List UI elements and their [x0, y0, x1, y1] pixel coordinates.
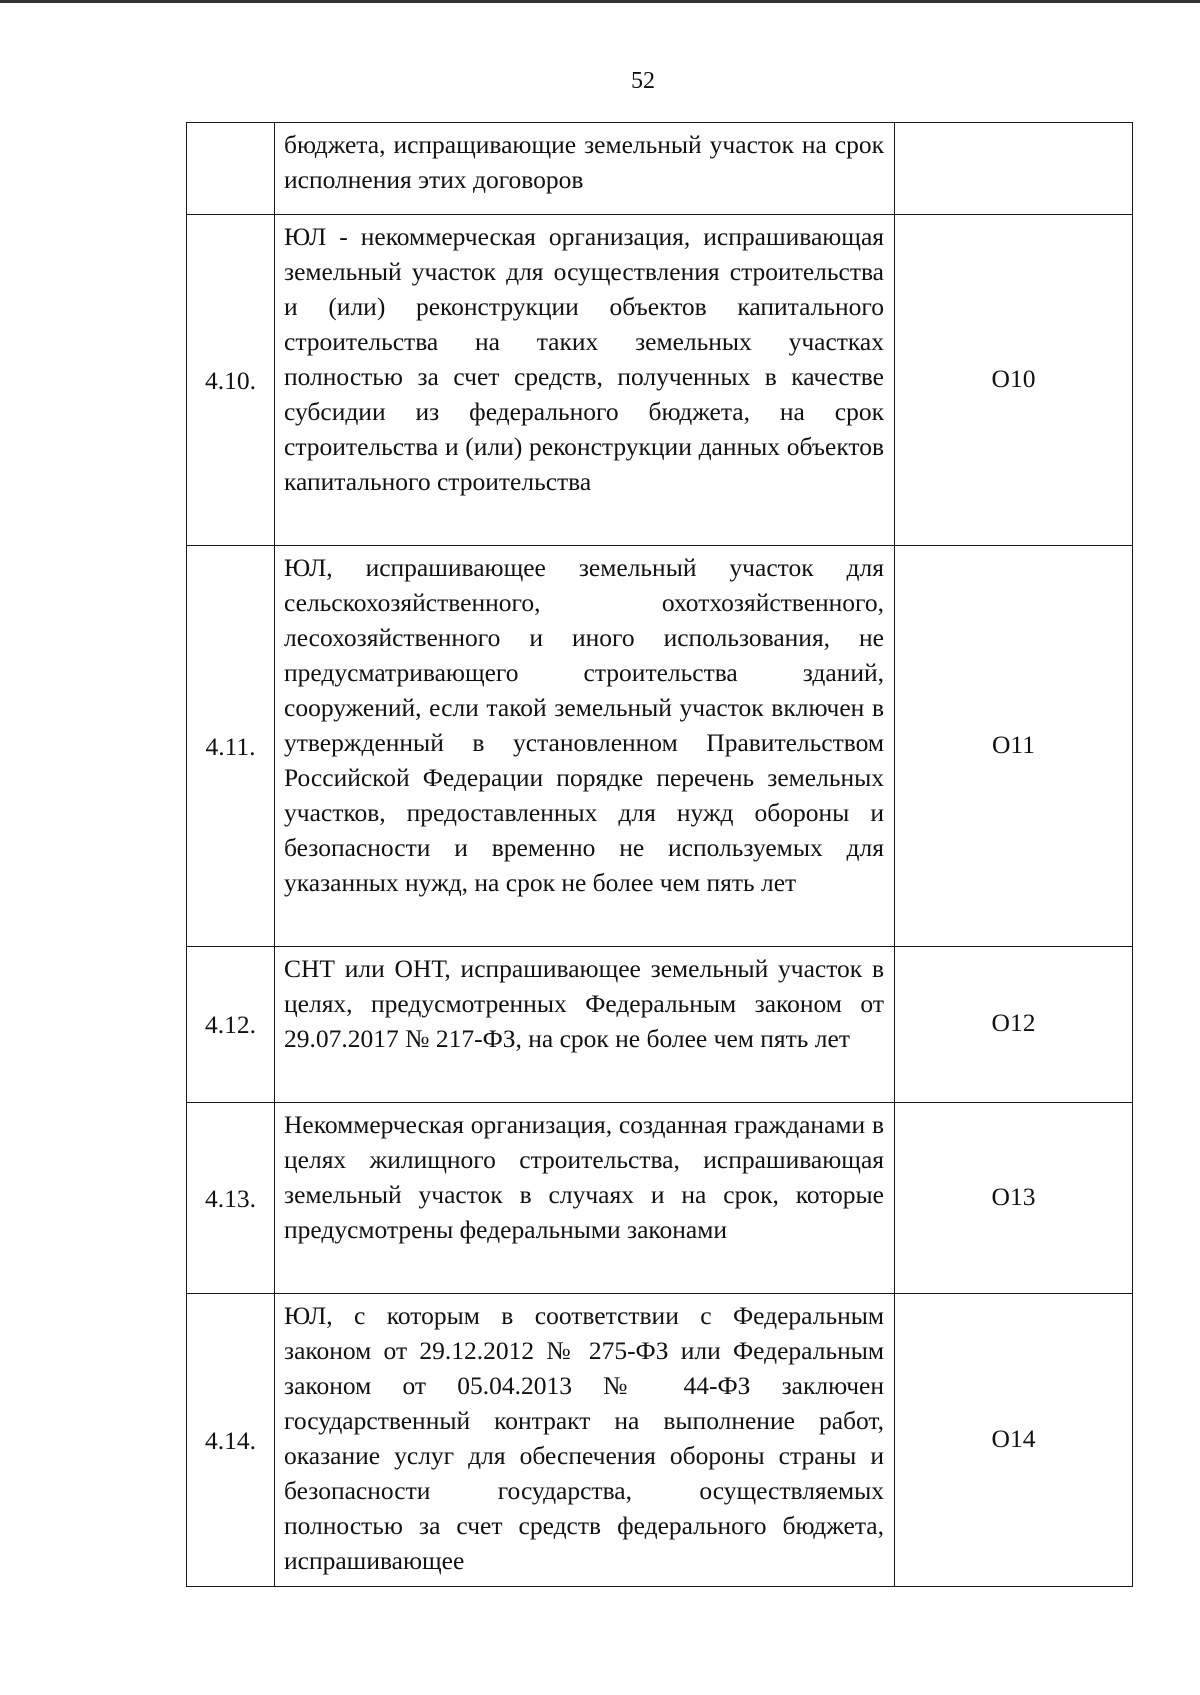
- table-row-4-10: [187, 215, 1133, 546]
- row-code-value: О12: [991, 1008, 1036, 1037]
- row-number: [187, 123, 275, 215]
- document-table: [186, 122, 1133, 1587]
- row-number: 4.10.: [187, 215, 275, 546]
- table-row-4-12: [187, 947, 1133, 1103]
- table-row-continuation: [187, 123, 1133, 215]
- row-code-value: О14: [991, 1423, 1036, 1453]
- row-description: ЮЛ - некоммерческая организация, испрашивающая земельный участок для осуществления строительства и (или) реконструкции объектов капитального строительства на таких земельных участках полностью за счет средств, полученных в качестве субсидии из федерального бюджета, на срок строительства и (или) реконструкции данных объектов капитального строительства: [275, 215, 895, 546]
- page-top-edge: [0, 0, 1200, 3]
- row-code: [895, 123, 1133, 215]
- row-number: 4.11.: [187, 546, 275, 947]
- row-code: [895, 1294, 1133, 1587]
- row-description: бюджета, испращивающие земельный участок на срок исполнения этих договоров: [275, 123, 895, 215]
- row-code: [895, 947, 1133, 1103]
- page-number: 52: [631, 68, 655, 94]
- table-row-4-13: [187, 1103, 1133, 1294]
- row-code: [895, 546, 1133, 947]
- row-code-value: О10: [991, 363, 1036, 393]
- row-code-value: О13: [991, 1181, 1036, 1211]
- row-code: [895, 1103, 1133, 1294]
- row-number: 4.12.: [187, 947, 275, 1103]
- row-code: [895, 215, 1133, 546]
- row-description: СНТ или ОНТ, испрашивающее земельный участок в целях, предусмотренных Федеральным законом от 29.07.2017 № 217-ФЗ, на срок не более чем пять лет: [275, 947, 895, 1103]
- row-number: 4.14.: [187, 1294, 275, 1587]
- row-description: Некоммерческая организация, созданная гражданами в целях жилищного строительства, испрашивающая земельный участок в случаях и на срок, которые предусмотрены федеральными законами: [275, 1103, 895, 1294]
- row-description: ЮЛ, испрашивающее земельный участок для сельскохозяйственного, охотхозяйственного, лесохозяйственного и иного использования, не предусматривающего строительства зданий, сооружений, если такой земельный участок включен в утвержденный в установленном Правительством Российской Федерации порядке перечень земельных участков, предоставленных для нужд обороны и безопасности и временно не используемых для указанных нужд, на срок не более чем пять лет: [275, 546, 895, 947]
- row-description: ЮЛ, с которым в соответствии с Федеральным законом от 29.12.2012 № 275-ФЗ или Федеральным законом от 05.04.2013 № 44-ФЗ заключен государственный контракт на выполнение работ, оказание услуг для обеспечения обороны страны и безопасности государства, осуществляемых полностью за счет средств федерального бюджета, испрашивающее: [275, 1294, 895, 1587]
- row-code-value: О11: [992, 729, 1035, 759]
- table-row-4-14: [187, 1294, 1133, 1587]
- row-number: 4.13.: [187, 1103, 275, 1294]
- table-row-4-11: [187, 546, 1133, 947]
